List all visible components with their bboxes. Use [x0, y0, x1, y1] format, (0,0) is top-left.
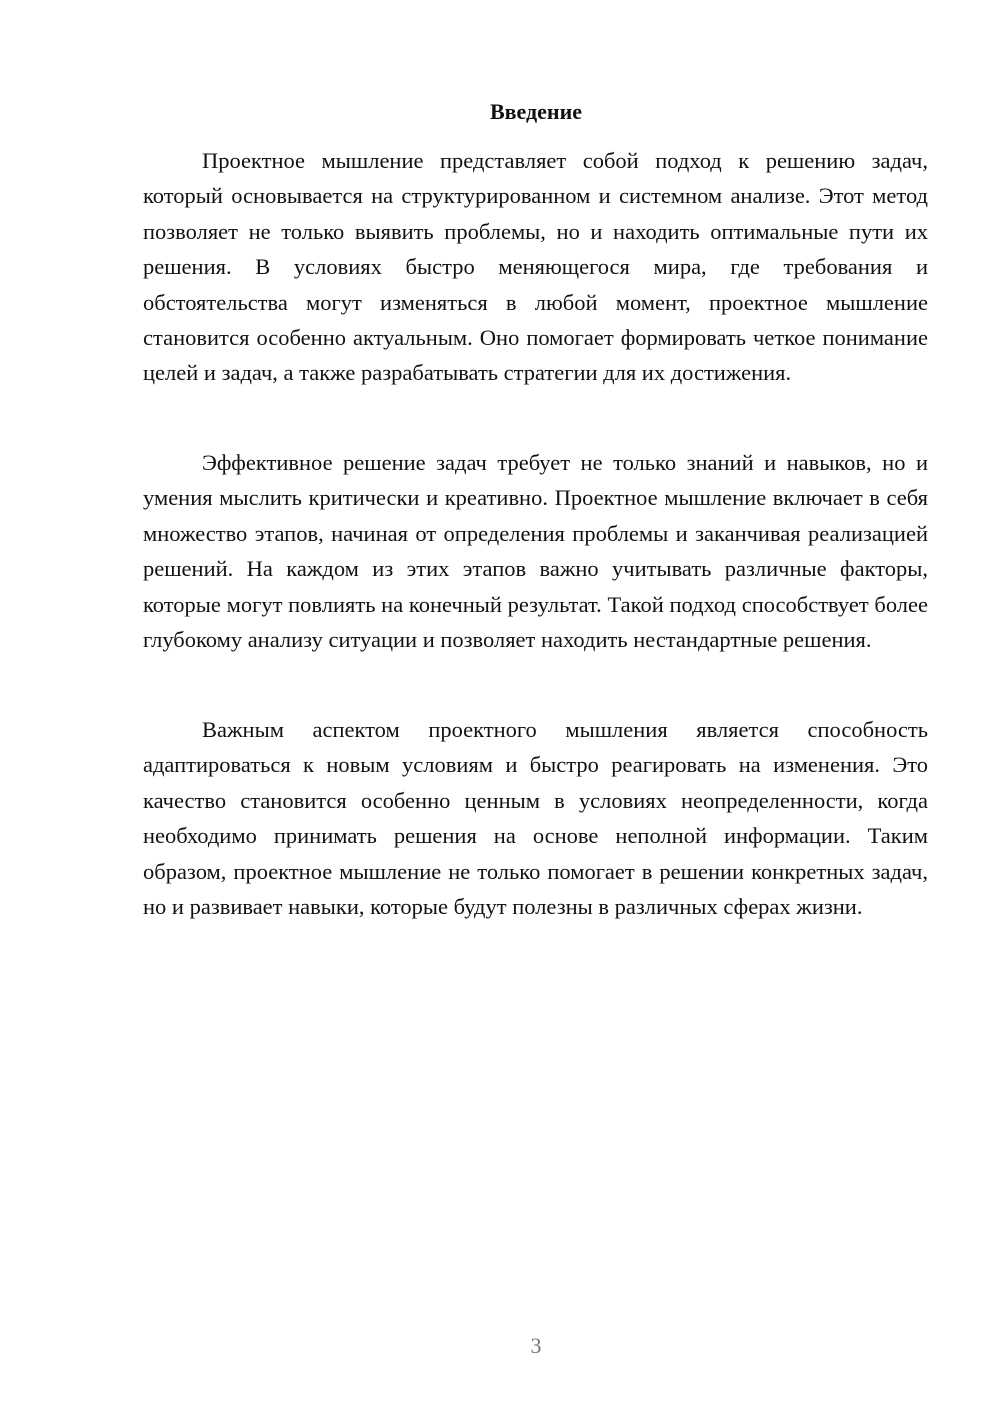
- section-title: Введение: [489, 99, 583, 124]
- page-number: 3: [530, 1333, 542, 1358]
- paragraph-2: Эффективное решение задач требует не только знаний и навыков, но и умения мыслить критически и креативно. Проектное мышление включает в себя множество этапов, начиная от определения проблемы и заканчивая реализацией решений. На каждом из этих этапов важно учитывать различные факторы, которые могут повлиять на конечный результат. Такой подход способствует более глубокому анализу ситуации и позволяет находить нестандартные решения.: [143, 450, 928, 653]
- paragraph-3: Важным аспектом проектного мышления является способность адаптироваться к новым условиям и быстро реагировать на изменения. Это качество становится особенно ценным в условиях неопределенности, когда необходимо принимать решения на основе неполной информации. Таким образом, проектное мышление не только помогает в решении конкретных задач, но и развивает навыки, которые будут полезны в различных сферах жизни.: [143, 717, 928, 920]
- paragraph-1: Проектное мышление представляет собой подход к решению задач, который основывается на структурированном и системном анализе. Этот метод позволяет не только выявить проблемы, но и находить оптимальные пути их решения. В условиях быстро меняющегося мира, где требования и обстоятельства могут изменяться в любой момент, проектное мышление становится особенно актуальным. Оно помогает формировать четкое понимание целей и задач, а также разрабатывать стратегии для их достижения.: [143, 148, 928, 386]
